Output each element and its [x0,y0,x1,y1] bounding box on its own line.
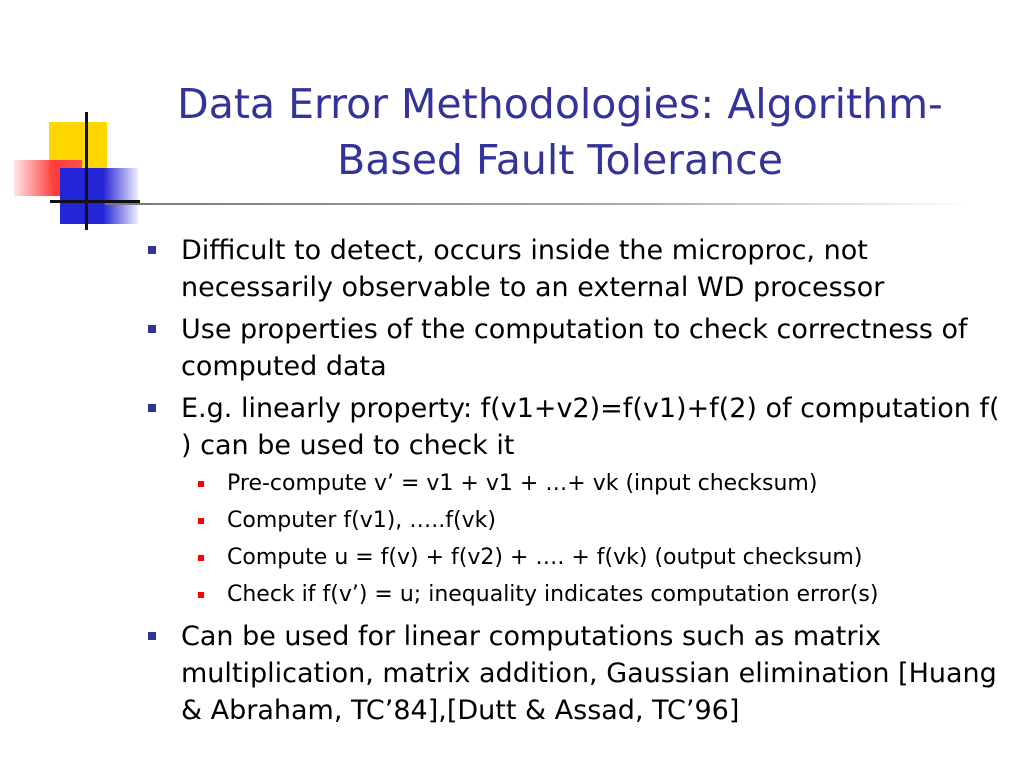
title-divider [105,203,975,205]
sub-bullet-item [140,506,1000,536]
bullet-text: Can be used for linear computations such as matrix multiplication, matrix addition, Gaussian elimination [Huang & Abraham, TC’84],[Dutt & Assad, TC’96] [181,621,997,726]
square-bullet-icon [148,632,156,640]
bullet-item [140,390,1000,464]
sub-bullet-text: Computer f(v1), …..f(vk) [227,508,496,533]
sub-bullet-text: Check if f(v’) = u; inequality indicates computation error(s) [227,582,879,607]
red-square-bullet-icon [198,592,204,598]
sub-bullet-text: Pre-compute v’ = v1 + v1 + …+ vk (input checksum) [227,471,818,496]
red-square-bullet-icon [198,555,204,561]
slide-body [140,232,1000,734]
red-square-bullet-icon [198,518,204,524]
logo-vertical-line [85,112,88,230]
sub-bullet-item [140,469,1000,499]
slide-title: Data Error Methodologies: Algorithm-Based Fault Tolerance [177,80,943,184]
bullet-text: Difficult to detect, occurs inside the microproc, not necessarily observable to an external WD processor [181,235,885,303]
sub-bullet-item [140,580,1000,610]
bullet-item [140,232,1000,306]
square-bullet-icon [148,404,156,412]
bullet-item [140,618,1000,729]
logo-blue-square [60,168,138,224]
sub-bullet-item [140,543,1000,573]
bullet-item [140,311,1000,385]
square-bullet-icon [148,325,156,333]
bullet-text: E.g. linearly property: f(v1+v2)=f(v1)+f(2) of computation f( ) can be used to check it [181,393,1000,461]
sub-bullet-list [140,469,1000,610]
square-bullet-icon [148,246,156,254]
red-square-bullet-icon [198,481,204,487]
bullet-text: Use properties of the computation to check correctness of computed data [181,314,968,382]
sub-bullet-text: Compute u = f(v) + f(v2) + …. + f(vk) (output checksum) [227,545,863,570]
